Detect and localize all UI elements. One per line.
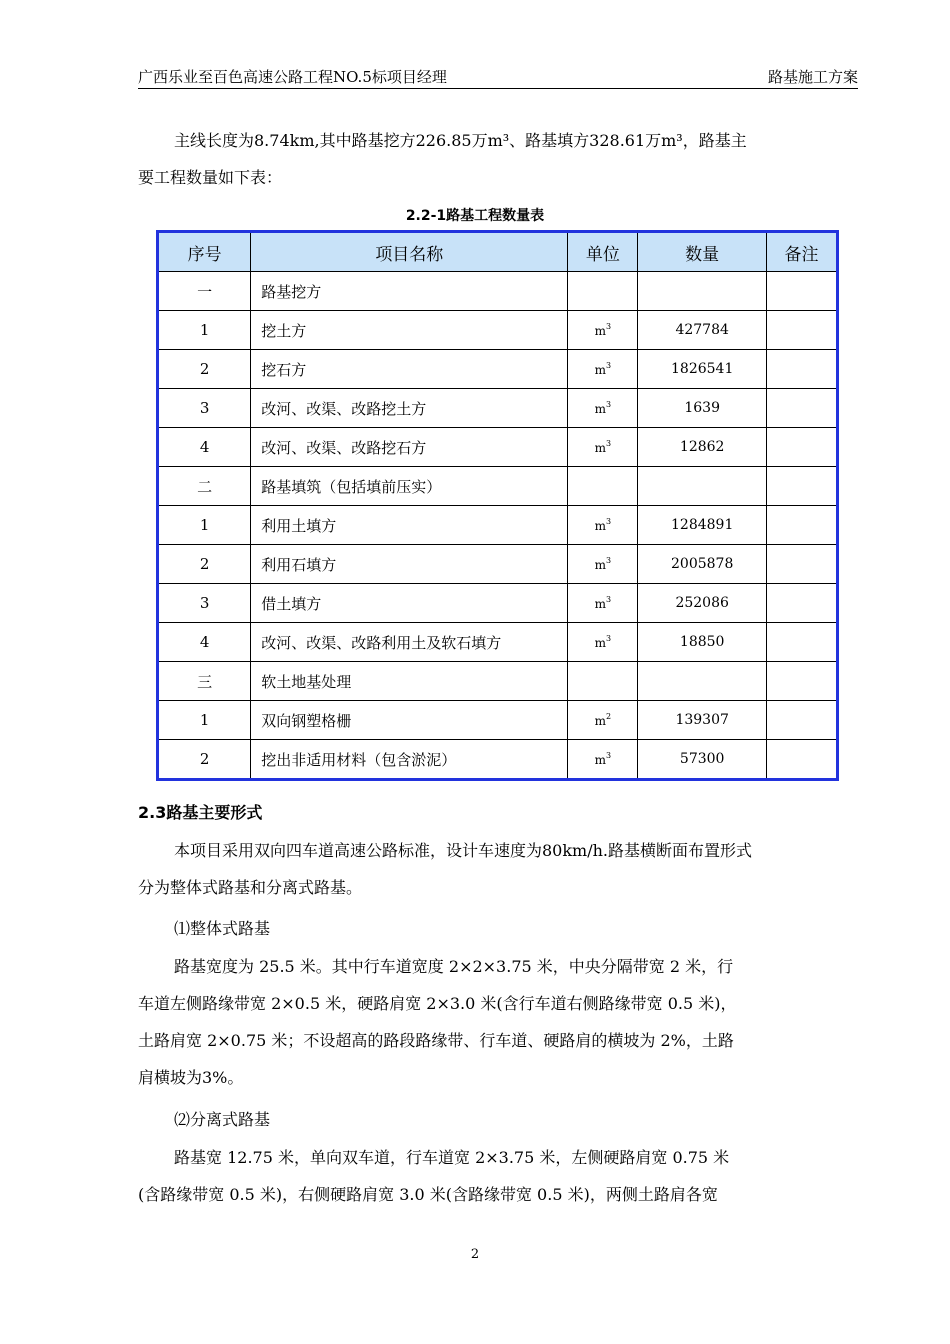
section-p2-line-4: 肩横坡为3%。 (138, 1068, 244, 1087)
section-p2-line-3: 土路肩宽 2×0.75 米；不设超高的路段路缘带、行车道、硬路肩的横坡为 2%，土路 (138, 1031, 734, 1050)
cell-unit (568, 740, 638, 780)
cell-qty: 18850 (638, 623, 767, 662)
table-header-row (158, 232, 838, 272)
cell-unit (568, 389, 638, 428)
cell-unit (568, 545, 638, 584)
table-row (158, 740, 838, 780)
unit-text: m (594, 519, 607, 533)
cell-note (767, 740, 838, 780)
cell-no: 2 (158, 350, 251, 389)
section-p3-line-2: (含路缘带宽 0.5 米)，右侧硬路肩宽 3.0 米(含路缘带宽 0.5 米)，两侧土路肩各宽 (138, 1185, 718, 1204)
table-row (158, 506, 838, 545)
table-row (158, 428, 838, 467)
cell-note (767, 623, 838, 662)
unit-text: m (594, 636, 607, 650)
cell-qty: 1284891 (638, 506, 767, 545)
intro-line-2: 要工程数量如下表： (138, 168, 283, 187)
section-p1-line-1: 本项目采用双向四车道高速公路标准，设计车速度为80km/h.路基横断面布置形式 (174, 841, 753, 860)
cell-qty: 1639 (638, 389, 767, 428)
cell-name: 路基挖方 (251, 272, 568, 311)
section-p3-line-1: 路基宽 12.75 米，单向双车道，行车道宽 2×3.75 米，左侧硬路肩宽 0.75 米 (174, 1148, 730, 1167)
table-row (158, 584, 838, 623)
cell-note (767, 428, 838, 467)
cell-no: 4 (158, 623, 251, 662)
unit-exponent: 3 (606, 361, 612, 370)
cell-no: 4 (158, 428, 251, 467)
cell-note (767, 506, 838, 545)
cell-unit (568, 584, 638, 623)
intro-line-1: 主线长度为8.74km,其中路基挖方226.85万m³、路基填方328.61万m³，路基主 (174, 131, 747, 150)
unit-exponent: 3 (606, 634, 612, 643)
cell-note (767, 584, 838, 623)
table-row (158, 701, 838, 740)
table-row (158, 311, 838, 350)
cell-name: 改河、改渠、改路利用土及软石填方 (251, 623, 568, 662)
table-body (158, 272, 838, 780)
unit-exponent: 3 (606, 595, 612, 604)
quantity-table (156, 230, 839, 781)
cell-no: 3 (158, 389, 251, 428)
unit-text: m (594, 402, 607, 416)
unit-exponent: 3 (606, 751, 612, 760)
cell-note (767, 545, 838, 584)
cell-note (767, 662, 838, 701)
table-row (158, 623, 838, 662)
cell-note (767, 467, 838, 506)
table-row (158, 272, 838, 311)
cell-name: 挖出非适用材料（包含淤泥） (251, 740, 568, 780)
section-p2-line-1: 路基宽度为 25.5 米。其中行车道宽度 2×2×3.75 米，中央分隔带宽 2 米，行 (174, 957, 734, 976)
cell-no: 1 (158, 311, 251, 350)
cell-no: 1 (158, 701, 251, 740)
cell-no: 三 (158, 662, 251, 701)
cell-unit (568, 311, 638, 350)
cell-qty: 2005878 (638, 545, 767, 584)
section-p2-line-2: 车道左侧路缘带宽 2×0.5 米，硬路肩宽 2×3.0 米(含行车道右侧路缘带宽 0.5 米)， (138, 994, 737, 1013)
cell-name: 软土地基处理 (251, 662, 568, 701)
header-doc-title: 路基施工方案 (767, 68, 858, 86)
cell-name: 借土填方 (251, 584, 568, 623)
cell-qty: 252086 (638, 584, 767, 623)
header-project-title: 广西乐业至百色高速公路工程NO.5标项目经理 (138, 68, 447, 86)
table-row (158, 662, 838, 701)
cell-name: 挖石方 (251, 350, 568, 389)
cell-name: 双向钢塑格栅 (251, 701, 568, 740)
cell-no: 2 (158, 545, 251, 584)
unit-exponent: 3 (606, 517, 612, 526)
page-number: 2 (470, 1247, 480, 1262)
section-p1-line-2: 分为整体式路基和分离式路基。 (138, 878, 363, 897)
cell-qty (638, 272, 767, 311)
table-row (158, 545, 838, 584)
cell-unit (568, 701, 638, 740)
unit-exponent: 3 (606, 556, 612, 565)
table-row (158, 389, 838, 428)
header-cell-name: 项目名称 (251, 232, 568, 272)
cell-name: 路基填筑（包括填前压实） (251, 467, 568, 506)
cell-note (767, 350, 838, 389)
cell-note (767, 311, 838, 350)
unit-exponent: 3 (606, 439, 612, 448)
header-cell-qty: 数量 (638, 232, 767, 272)
cell-no: 2 (158, 740, 251, 780)
cell-qty: 12862 (638, 428, 767, 467)
cell-no: 3 (158, 584, 251, 623)
unit-text: m (594, 363, 607, 377)
unit-text: m (594, 558, 607, 572)
unit-text: m (594, 441, 607, 455)
cell-qty: 139307 (638, 701, 767, 740)
cell-no: 一 (158, 272, 251, 311)
table-caption: 2.2-1路基工程数量表 (405, 208, 545, 224)
cell-note (767, 389, 838, 428)
unit-exponent: 3 (606, 322, 612, 331)
cell-unit (568, 506, 638, 545)
header-cell-note: 备注 (767, 232, 838, 272)
cell-unit (568, 272, 638, 311)
unit-text: m (594, 714, 607, 728)
unit-text: m (594, 753, 607, 767)
unit-text: m (594, 597, 607, 611)
cell-name: 利用石填方 (251, 545, 568, 584)
table-row (158, 350, 838, 389)
section-title: 2.3路基主要形式 (138, 803, 263, 822)
cell-unit (568, 467, 638, 506)
cell-name: 挖土方 (251, 311, 568, 350)
page-header (138, 66, 858, 89)
cell-unit (568, 662, 638, 701)
subsection-1-title: ⑴整体式路基 (174, 919, 271, 938)
subsection-2-title: ⑵分离式路基 (174, 1110, 271, 1129)
cell-no: 1 (158, 506, 251, 545)
header-cell-no: 序号 (158, 232, 251, 272)
cell-unit (568, 350, 638, 389)
unit-exponent: 2 (606, 712, 612, 721)
cell-name: 利用土填方 (251, 506, 568, 545)
unit-text: m (594, 324, 607, 338)
cell-qty: 427784 (638, 311, 767, 350)
header-cell-unit: 单位 (568, 232, 638, 272)
cell-qty (638, 467, 767, 506)
cell-unit (568, 623, 638, 662)
cell-unit (568, 428, 638, 467)
cell-qty (638, 662, 767, 701)
cell-note (767, 701, 838, 740)
unit-exponent: 3 (606, 400, 612, 409)
cell-note (767, 272, 838, 311)
cell-qty: 1826541 (638, 350, 767, 389)
table-row (158, 467, 838, 506)
cell-qty: 57300 (638, 740, 767, 780)
cell-no: 二 (158, 467, 251, 506)
cell-name: 改河、改渠、改路挖土方 (251, 389, 568, 428)
cell-name: 改河、改渠、改路挖石方 (251, 428, 568, 467)
